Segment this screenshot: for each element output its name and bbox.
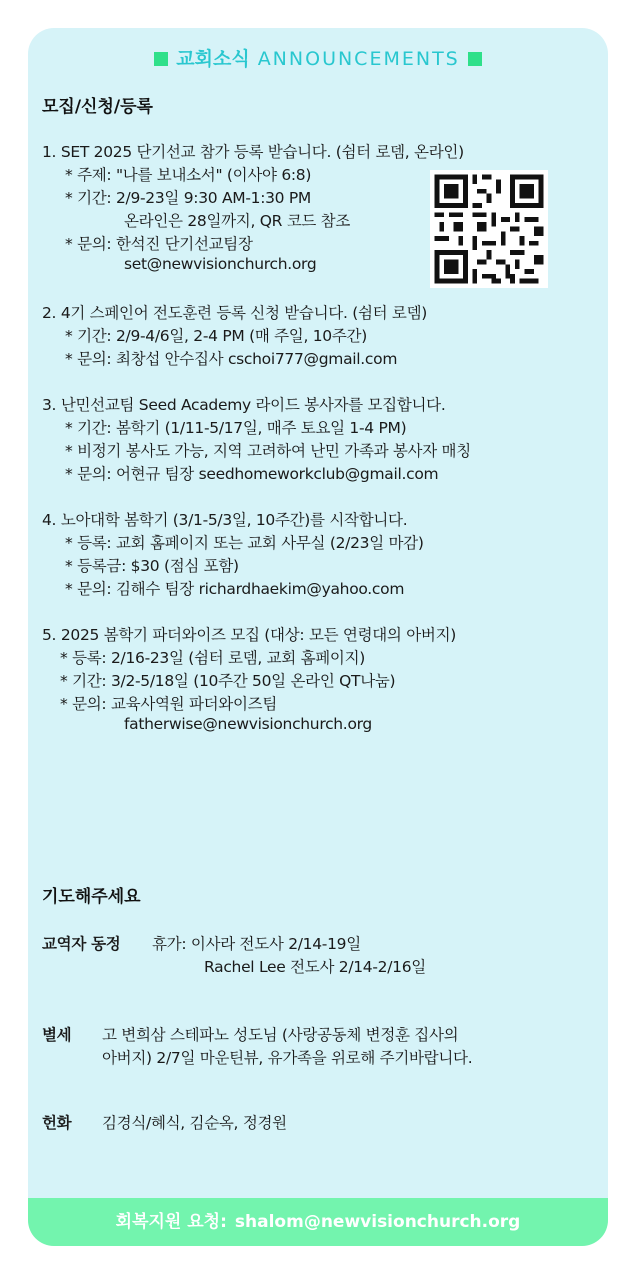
- item-4-fee: * 등록금: $30 (점심 포함): [65, 557, 239, 575]
- page-title: [28, 44, 608, 71]
- support-email-link[interactable]: shalom@newvisionchurch.org: [234, 1212, 521, 1232]
- item-5-email[interactable]: fatherwise@newvisionchurch.org: [124, 715, 372, 733]
- item-3-title: 3. 난민선교팀 Seed Academy 라이드 봉사자를 모집합니다.: [42, 396, 446, 414]
- item-5-title: 5. 2025 봄학기 파더와이즈 모집 (대상: 모든 연령대의 아버지): [42, 626, 457, 644]
- death-label: 별세: [42, 1026, 72, 1044]
- item-1-theme: * 주제: "나를 보내소서" (이사야 6:8): [65, 166, 312, 184]
- item-1-email[interactable]: set@newvisionchurch.org: [124, 255, 317, 273]
- item-5-registration: * 등록: 2/16-23일 (쉼터 로뎀, 교회 홈페이지): [60, 649, 366, 667]
- item-4-contact: * 문의: 김해수 팀장 richardhaekim@yahoo.com: [65, 580, 405, 598]
- death-line-1: 고 변희삼 스테파노 성도님 (사랑공동체 변정훈 집사의: [102, 1026, 459, 1044]
- recruit-heading: 모집/신청/등록: [42, 97, 153, 117]
- item-1-online: 온라인은 28일까지, QR 코드 참조: [124, 212, 351, 230]
- flowers-names: 김경식/혜식, 김순옥, 정경원: [102, 1114, 287, 1132]
- item-2-title: 2. 4기 스페인어 전도훈련 등록 신청 받습니다. (쉼터 로뎀): [42, 304, 428, 322]
- item-5-contact: * 문의: 교육사역원 파더와이즈팀: [60, 695, 278, 713]
- qr-code-icon[interactable]: [430, 170, 548, 288]
- item-1-contact: * 문의: 한석진 단기선교팀장: [65, 235, 253, 253]
- item-1-title: 1. SET 2025 단기선교 참가 등록 받습니다. (쉼터 로뎀, 온라인): [42, 143, 464, 161]
- square-bullet-icon: [468, 52, 482, 66]
- staff-line-2: Rachel Lee 전도사 2/14-2/16일: [204, 958, 426, 976]
- support-label: 회복지원 요청:: [115, 1212, 227, 1232]
- title-english: ANNOUNCEMENTS: [257, 48, 460, 70]
- item-2-contact: * 문의: 최창섭 안수집사 cschoi777@gmail.com: [65, 350, 398, 368]
- item-3-contact: * 문의: 어현규 팀장 seedhomeworkclub@gmail.com: [65, 465, 439, 483]
- item-3-note: * 비정기 봉사도 가능, 지역 고려하여 난민 가족과 봉사자 매칭: [65, 442, 471, 460]
- staff-line-1: 휴가: 이사라 전도사 2/14-19일: [152, 935, 361, 953]
- prayer-heading: 기도해주세요: [42, 887, 141, 907]
- item-4-title: 4. 노아대학 봄학기 (3/1-5/3일, 10주간)를 시작합니다.: [42, 511, 408, 529]
- flowers-label: 헌화: [42, 1114, 72, 1132]
- item-5-period: * 기간: 3/2-5/18일 (10주간 50일 온라인 QT나눔): [60, 672, 396, 690]
- staff-label: 교역자 동정: [42, 935, 121, 953]
- item-3-period: * 기간: 봄학기 (1/11-5/17일, 매주 토요일 1-4 PM): [65, 419, 407, 437]
- item-2-period: * 기간: 2/9-4/6일, 2-4 PM (매 주일, 10주간): [65, 327, 367, 345]
- square-bullet-icon: [154, 52, 168, 66]
- item-4-registration: * 등록: 교회 홈페이지 또는 교회 사무실 (2/23일 마감): [65, 534, 424, 552]
- support-request-footer: [28, 1198, 608, 1246]
- death-line-2: 아버지) 2/7일 마운틴뷰, 유가족을 위로해 주기바랍니다.: [102, 1049, 473, 1067]
- item-1-period: * 기간: 2/9-23일 9:30 AM-1:30 PM: [65, 189, 311, 207]
- announcements-card: [28, 28, 608, 1246]
- title-korean: 교회소식: [176, 48, 250, 70]
